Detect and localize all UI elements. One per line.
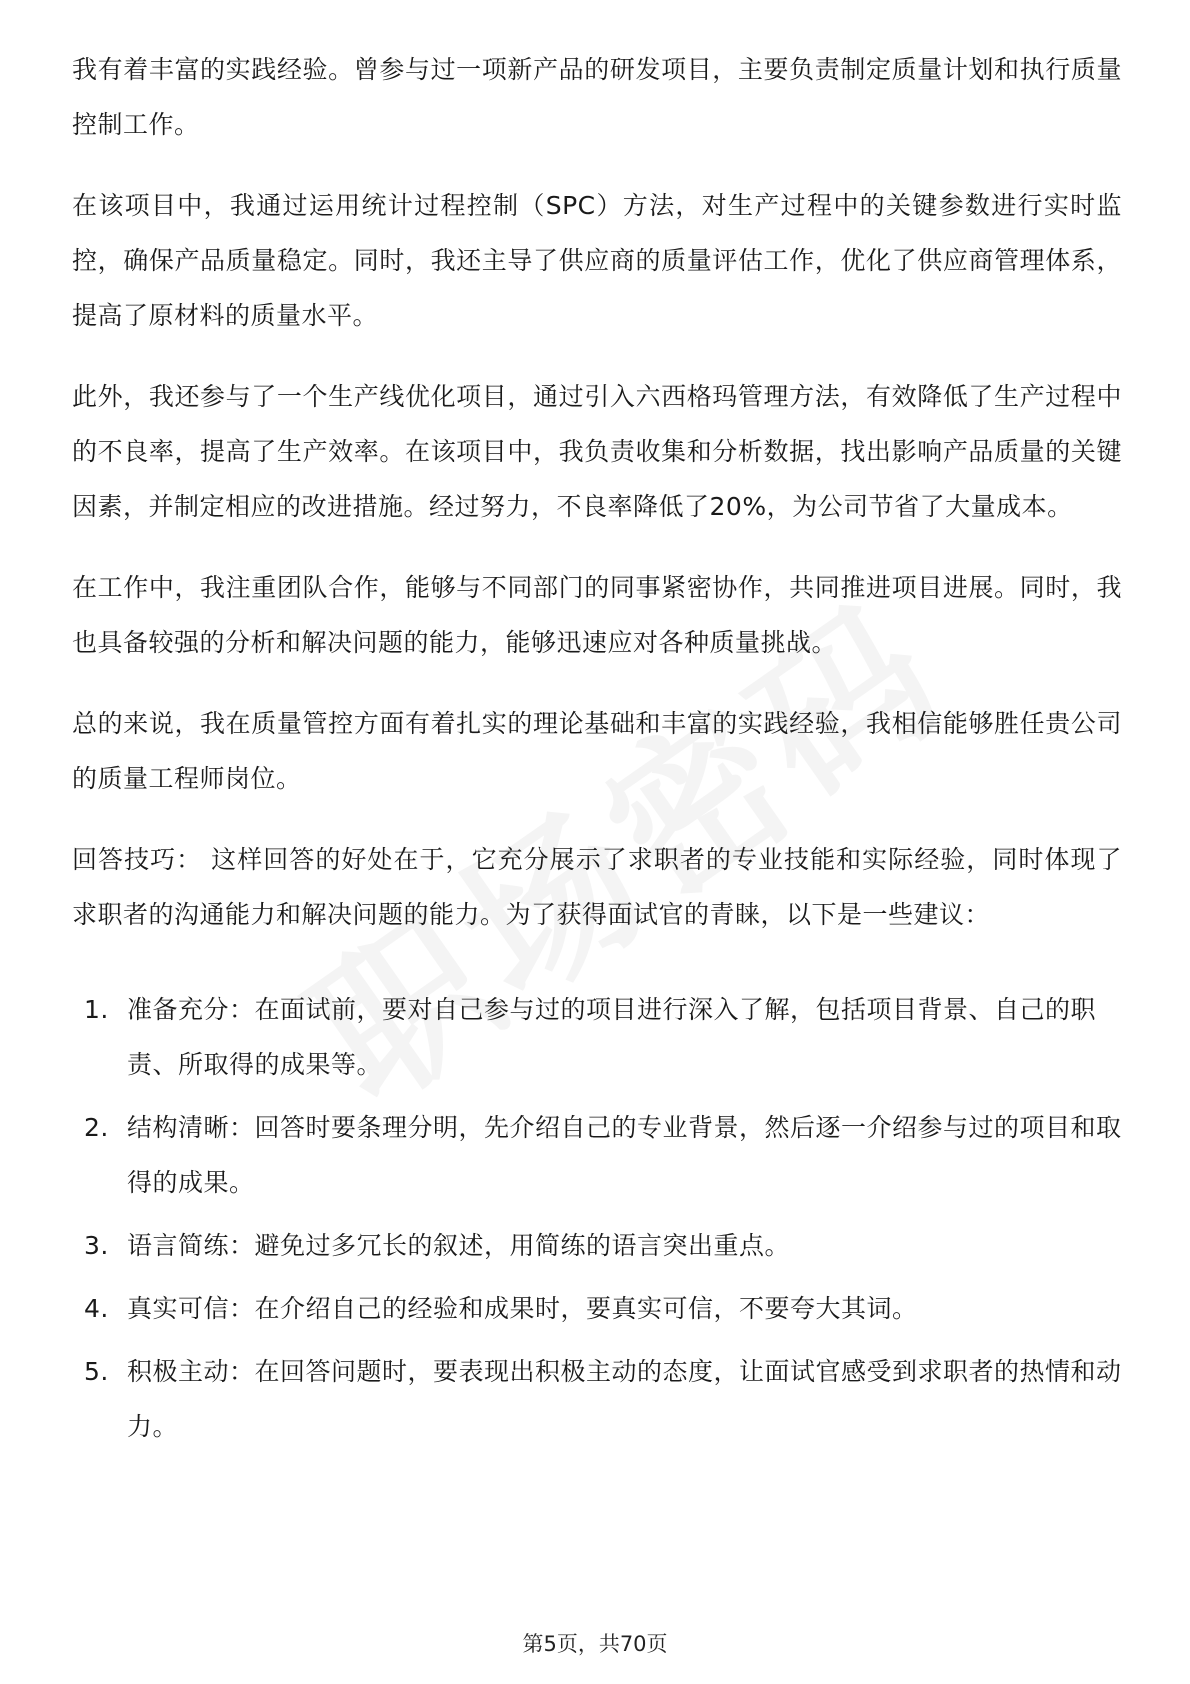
paragraph-six-sigma-project: 此外，我还参与了一个生产线优化项目，通过引入六西格玛管理方法，有效降低了生产过程中的不良率，提高了生产效率。在该项目中，我负责收集和分析数据，找出影响产品质量的关键因素，并制定相应的改进措施。经过努力，不良率降低了20%，为公司节省了大量成本。 [72,382,1122,521]
list-item [72,982,1122,1092]
list-item-number: 1. [84,995,109,1024]
list-item-text: 真实可信：在介绍自己的经验和成果时，要真实可信，不要夸大其词。 [127,1294,918,1323]
list-item-number: 2. [84,1113,109,1142]
list-item-number: 5. [84,1357,109,1386]
paragraph-answer-tips: 回答技巧： 这样回答的好处在于，它充分展示了求职者的专业技能和实际经验，同时体现了求职者的沟通能力和解决问题的能力。为了获得面试官的青睐，以下是一些建议： [72,845,1122,929]
paragraph-experience: 我有着丰富的实践经验。曾参与过一项新产品的研发项目，主要负责制定质量计划和执行质量控制工作。 [72,55,1122,139]
paragraph-spc-project: 在该项目中，我通过运用统计过程控制（SPC）方法，对生产过程中的关键参数进行实时监控，确保产品质量稳定。同时，我还主导了供应商的质量评估工作，优化了供应商管理体系，提高了原材料的质量水平。 [72,191,1122,330]
list-item-text: 语言简练：避免过多冗长的叙述，用简练的语言突出重点。 [127,1231,791,1260]
document-body [72,42,1122,1462]
list-item-text: 积极主动：在回答问题时，要表现出积极主动的态度，让面试官感受到求职者的热情和动力。 [127,1357,1122,1441]
page-number: 第5页，共70页 [522,1632,668,1656]
list-item-number: 4. [84,1294,109,1323]
list-item-number: 3. [84,1231,109,1260]
paragraph-summary: 总的来说，我在质量管控方面有着扎实的理论基础和丰富的实践经验，我相信能够胜任贵公司的质量工程师岗位。 [72,709,1122,793]
list-item-text: 准备充分：在面试前，要对自己参与过的项目进行深入了解，包括项目背景、自己的职责、所取得的成果等。 [127,995,1097,1079]
tips-list [72,982,1122,1454]
list-item [72,1344,1122,1454]
paragraph-teamwork: 在工作中，我注重团队合作，能够与不同部门的同事紧密协作，共同推进项目进展。同时，我也具备较强的分析和解决问题的能力，能够迅速应对各种质量挑战。 [72,573,1122,657]
list-item [72,1218,1122,1273]
list-item [72,1281,1122,1336]
list-item-text: 结构清晰：回答时要条理分明，先介绍自己的专业背景，然后逐一介绍参与过的项目和取得的成果。 [127,1113,1122,1197]
list-item [72,1100,1122,1210]
